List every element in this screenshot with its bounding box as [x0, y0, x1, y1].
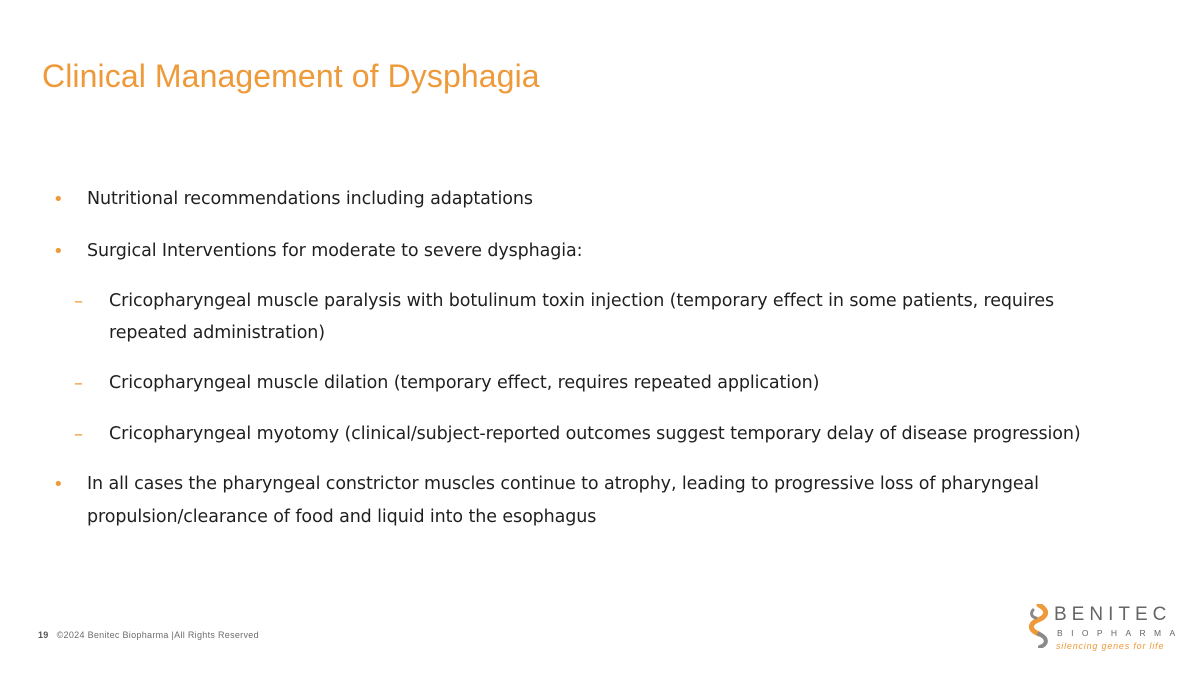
bullet-icon: •: [53, 241, 64, 262]
copyright-text: ©2024 Benitec Biopharma |All Rights Reserved: [56, 630, 259, 640]
benitec-helix-icon: [1026, 604, 1052, 648]
bullet-text: Surgical Interventions for moderate to severe dysphagia:: [87, 241, 583, 261]
sub-bullet-text: Cricopharyngeal muscle paralysis with botulinum toxin injection (temporary effect in some patients, requires: [109, 291, 1055, 311]
slide-footer: [38, 630, 259, 640]
page-number: 19: [38, 630, 49, 640]
logo-subname: BIOPHARMA: [1057, 628, 1184, 638]
bullet-text: Nutritional recommendations including adaptations: [87, 189, 533, 209]
bullet-text: In all cases the pharyngeal constrictor muscles continue to atrophy, leading to progressive loss of pharyngeal: [87, 474, 1039, 494]
dash-icon: –: [74, 373, 83, 394]
sub-bullet-text-continuation: repeated administration): [109, 323, 326, 343]
sub-bullet-text: Cricopharyngeal muscle dilation (temporary effect, requires repeated application): [109, 373, 820, 393]
bullet-icon: •: [53, 474, 64, 495]
slide-title: Clinical Management of Dysphagia: [42, 58, 540, 94]
dash-icon: –: [74, 291, 83, 312]
benitec-logo: [1026, 604, 1184, 654]
dash-icon: –: [74, 424, 83, 445]
logo-tagline: silencing genes for life: [1056, 641, 1165, 651]
logo-name: BENITEC: [1054, 604, 1172, 625]
bullet-icon: •: [53, 189, 64, 210]
bullet-text-continuation: propulsion/clearance of food and liquid into the esophagus: [87, 507, 597, 527]
sub-bullet-text: Cricopharyngeal myotomy (clinical/subject-reported outcomes suggest temporary delay of disease progression): [109, 424, 1081, 444]
